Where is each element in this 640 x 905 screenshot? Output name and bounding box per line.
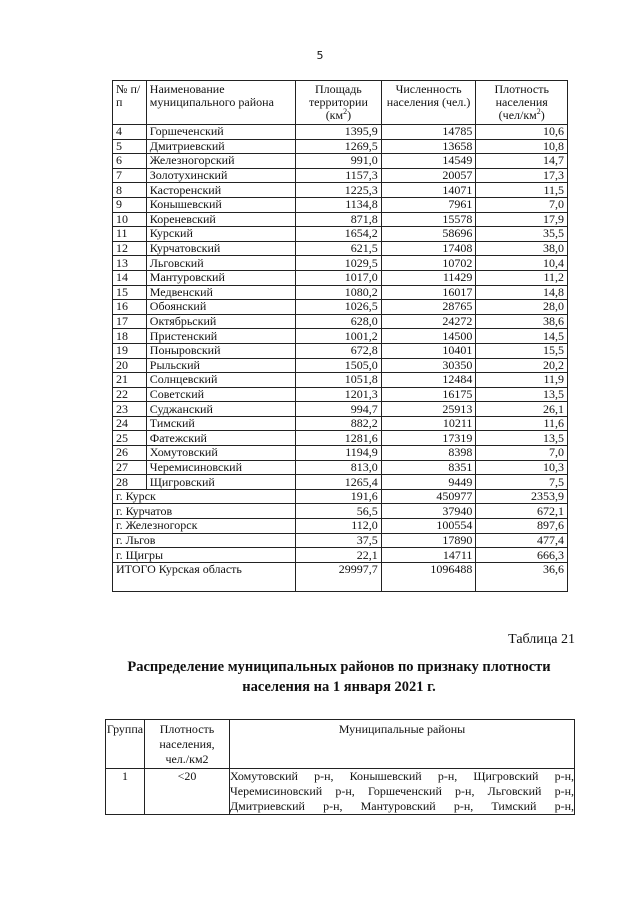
row-district: Кореневский <box>146 212 295 227</box>
header-num: № п/п <box>113 81 147 125</box>
table-row <box>113 300 568 315</box>
row-area: 1225,3 <box>296 183 382 198</box>
row-num: 28 <box>113 475 147 490</box>
row-district: Дмитриевский <box>146 139 295 154</box>
row-district: Солнцевский <box>146 373 295 388</box>
row-area: 882,2 <box>296 416 382 431</box>
table-header-row <box>106 720 575 769</box>
row-density: 14,5 <box>476 329 568 344</box>
row-area: 1026,5 <box>296 300 382 315</box>
row-district: Советский <box>146 387 295 402</box>
row-num: 5 <box>113 139 147 154</box>
row-area: 56,5 <box>296 504 382 519</box>
districts-cell <box>230 769 575 815</box>
row-num: 14 <box>113 270 147 285</box>
row-num: 6 <box>113 154 147 169</box>
row-district: Поныровский <box>146 343 295 358</box>
row-density: 10,3 <box>476 460 568 475</box>
row-density: 28,0 <box>476 300 568 315</box>
row-district: Золотухинский <box>146 168 295 183</box>
title-line-1: Распределение муниципальных районов по признаку плотности <box>127 659 551 675</box>
table-row <box>113 343 568 358</box>
table-row <box>113 446 568 461</box>
row-population: 28765 <box>381 300 476 315</box>
row-density: 14,7 <box>476 154 568 169</box>
row-district: Тимский <box>146 416 295 431</box>
row-population: 16017 <box>381 285 476 300</box>
table-row <box>113 183 568 198</box>
city-row <box>113 519 568 534</box>
row-density: 35,5 <box>476 227 568 242</box>
table-row <box>113 125 568 140</box>
row-district: Мантуровский <box>146 270 295 285</box>
row-density: 11,5 <box>476 183 568 198</box>
header-population: Численность населения (чел.) <box>381 81 476 125</box>
row-num: 18 <box>113 329 147 344</box>
row-population: 12484 <box>381 373 476 388</box>
header-area-unit: (км <box>325 108 344 122</box>
row-num: 27 <box>113 460 147 475</box>
row-density: 11,2 <box>476 270 568 285</box>
row-num: 26 <box>113 446 147 461</box>
row-density: 10,4 <box>476 256 568 271</box>
page-number: 5 <box>316 49 324 62</box>
row-area: 37,5 <box>296 533 382 548</box>
row-population: 14711 <box>381 548 476 563</box>
row-population: 10702 <box>381 256 476 271</box>
row-population: 58696 <box>381 227 476 242</box>
total-population: 1096488 <box>381 562 476 591</box>
row-population: 14071 <box>381 183 476 198</box>
row-population: 8351 <box>381 460 476 475</box>
header-districts: Муниципальные районы <box>230 720 575 769</box>
row-area: 871,8 <box>296 212 382 227</box>
row-area: 672,8 <box>296 343 382 358</box>
table-row <box>113 387 568 402</box>
row-density: 666,3 <box>476 548 568 563</box>
table-row <box>113 256 568 271</box>
row-population: 14549 <box>381 154 476 169</box>
row-population: 17890 <box>381 533 476 548</box>
header-group: Группа <box>106 720 145 769</box>
row-area: 991,0 <box>296 154 382 169</box>
row-num: 4 <box>113 125 147 140</box>
row-num: 13 <box>113 256 147 271</box>
row-population: 9449 <box>381 475 476 490</box>
row-density: 10,8 <box>476 139 568 154</box>
table-row <box>113 212 568 227</box>
total-density: 36,6 <box>476 562 568 591</box>
row-density: 477,4 <box>476 533 568 548</box>
row-density: 7,0 <box>476 197 568 212</box>
table-row <box>113 460 568 475</box>
row-population: 20057 <box>381 168 476 183</box>
header-density: Плотность населения, чел./км2 <box>145 720 230 769</box>
city-row <box>113 489 568 504</box>
row-area: 813,0 <box>296 460 382 475</box>
row-population: 11429 <box>381 270 476 285</box>
table-row <box>113 402 568 417</box>
row-area: 1001,2 <box>296 329 382 344</box>
row-area: 621,5 <box>296 241 382 256</box>
table-row <box>113 154 568 169</box>
table-row <box>113 416 568 431</box>
row-district: Хомутовский <box>146 446 295 461</box>
row-num: 8 <box>113 183 147 198</box>
total-area: 29997,7 <box>296 562 382 591</box>
row-density: 897,6 <box>476 519 568 534</box>
row-num: 16 <box>113 300 147 315</box>
row-city: г. Курск <box>113 489 296 504</box>
row-area: 22,1 <box>296 548 382 563</box>
row-num: 10 <box>113 212 147 227</box>
row-area: 1134,8 <box>296 197 382 212</box>
row-district: Пристенский <box>146 329 295 344</box>
table-row <box>113 358 568 373</box>
header-name: Наименование муниципального района <box>146 81 295 125</box>
row-area: 1201,3 <box>296 387 382 402</box>
row-district: Касторенский <box>146 183 295 198</box>
density-groups-table <box>105 719 575 815</box>
row-area: 1080,2 <box>296 285 382 300</box>
table-row <box>113 314 568 329</box>
row-population: 30350 <box>381 358 476 373</box>
table-row <box>113 373 568 388</box>
row-density: 17,3 <box>476 168 568 183</box>
districts-line: Дмитриевский р-н, Мантуровский р-н, Тимский р-н, <box>230 799 574 813</box>
row-area: 191,6 <box>296 489 382 504</box>
row-area: 1017,0 <box>296 270 382 285</box>
row-area: 628,0 <box>296 314 382 329</box>
row-district: Обоянский <box>146 300 295 315</box>
row-area: 1157,3 <box>296 168 382 183</box>
row-area: 994,7 <box>296 402 382 417</box>
row-population: 37940 <box>381 504 476 519</box>
city-row <box>113 548 568 563</box>
row-population: 17408 <box>381 241 476 256</box>
table-row <box>113 197 568 212</box>
header-area-label: Площадь территории <box>308 82 368 109</box>
row-num: 21 <box>113 373 147 388</box>
header-density-unit: (чел/км <box>498 108 537 122</box>
row-density: 20,2 <box>476 358 568 373</box>
row-area: 1505,0 <box>296 358 382 373</box>
row-density: 38,6 <box>476 314 568 329</box>
row-population: 7961 <box>381 197 476 212</box>
row-area: 112,0 <box>296 519 382 534</box>
row-density: 7,0 <box>476 446 568 461</box>
row-density: 14,8 <box>476 285 568 300</box>
row-district: Горшеченский <box>146 125 295 140</box>
row-density: 672,1 <box>476 504 568 519</box>
row-area: 1051,8 <box>296 373 382 388</box>
table-row <box>113 241 568 256</box>
table-row <box>113 285 568 300</box>
row-district: Льговский <box>146 256 295 271</box>
row-city: г. Курчатов <box>113 504 296 519</box>
table-row <box>113 168 568 183</box>
row-population: 25913 <box>381 402 476 417</box>
total-row <box>113 562 568 591</box>
row-num: 9 <box>113 197 147 212</box>
row-density: 11,6 <box>476 416 568 431</box>
group-cell: 1 <box>106 769 145 815</box>
row-district: Медвенский <box>146 285 295 300</box>
header-area: Площадь территории $(км^2)$ <box>296 81 382 125</box>
row-area: 1194,9 <box>296 446 382 461</box>
row-num: 11 <box>113 227 147 242</box>
row-population: 100554 <box>381 519 476 534</box>
table-row <box>113 227 568 242</box>
row-population: 13658 <box>381 139 476 154</box>
row-city: г. Льгов <box>113 533 296 548</box>
row-num: 24 <box>113 416 147 431</box>
row-district: Октябрьский <box>146 314 295 329</box>
row-district: Железногорский <box>146 154 295 169</box>
row-population: 10401 <box>381 343 476 358</box>
row-population: 16175 <box>381 387 476 402</box>
row-area: 1029,5 <box>296 256 382 271</box>
row-district: Рыльский <box>146 358 295 373</box>
row-num: 20 <box>113 358 147 373</box>
row-density: 10,6 <box>476 125 568 140</box>
row-population: 14785 <box>381 125 476 140</box>
row-district: Конышевский <box>146 197 295 212</box>
row-area: 1281,6 <box>296 431 382 446</box>
row-population: 17319 <box>381 431 476 446</box>
table-row <box>113 475 568 490</box>
row-num: 23 <box>113 402 147 417</box>
districts-line: Черемисиновский р-н, Горшеченский р-н, Льговский р-н, <box>230 784 574 798</box>
row-num: 7 <box>113 168 147 183</box>
city-row <box>113 533 568 548</box>
districts-density-table <box>112 80 568 592</box>
row-area: 1395,9 <box>296 125 382 140</box>
row-num: 19 <box>113 343 147 358</box>
table-row <box>113 329 568 344</box>
row-density: 2353,9 <box>476 489 568 504</box>
row-population: 10211 <box>381 416 476 431</box>
row-district: Курский <box>146 227 295 242</box>
row-district: Фатежский <box>146 431 295 446</box>
table-row <box>113 270 568 285</box>
header-density: Плотность населения $(чел/км^2)$ <box>476 81 568 125</box>
header-density-label: Плотность населения <box>494 82 549 109</box>
table-row <box>113 139 568 154</box>
row-density: 38,0 <box>476 241 568 256</box>
row-area: 1654,2 <box>296 227 382 242</box>
row-density: 15,5 <box>476 343 568 358</box>
row-density: 26,1 <box>476 402 568 417</box>
row-num: 12 <box>113 241 147 256</box>
row-population: 450977 <box>381 489 476 504</box>
row-population: 15578 <box>381 212 476 227</box>
row-population: 8398 <box>381 446 476 461</box>
row-num: 17 <box>113 314 147 329</box>
row-district: Курчатовский <box>146 241 295 256</box>
table-title <box>100 657 578 697</box>
row-density: 7,5 <box>476 475 568 490</box>
row-city: г. Щигры <box>113 548 296 563</box>
title-line-2: населения на 1 января 2021 г. <box>242 679 436 695</box>
row-district: Черемисиновский <box>146 460 295 475</box>
row-area: 1265,4 <box>296 475 382 490</box>
row-density: 11,9 <box>476 373 568 388</box>
city-row <box>113 504 568 519</box>
total-label: ИТОГО Курская область <box>113 562 296 591</box>
row-population: 24272 <box>381 314 476 329</box>
row-num: 15 <box>113 285 147 300</box>
row-density: 13,5 <box>476 387 568 402</box>
table-header-row <box>113 81 568 125</box>
row-density: 13,5 <box>476 431 568 446</box>
row-city: г. Железногорск <box>113 519 296 534</box>
row-num: 25 <box>113 431 147 446</box>
row-district: Суджанский <box>146 402 295 417</box>
table-row <box>106 769 575 815</box>
table-caption: Таблица 21 <box>508 632 575 647</box>
row-population: 14500 <box>381 329 476 344</box>
row-district: Щигровский <box>146 475 295 490</box>
districts-line: Хомутовский р-н, Конышевский р-н, Щигровский р-н, <box>230 769 574 783</box>
density-cell: <20 <box>145 769 230 815</box>
row-num: 22 <box>113 387 147 402</box>
row-density: 17,9 <box>476 212 568 227</box>
table-row <box>113 431 568 446</box>
row-area: 1269,5 <box>296 139 382 154</box>
